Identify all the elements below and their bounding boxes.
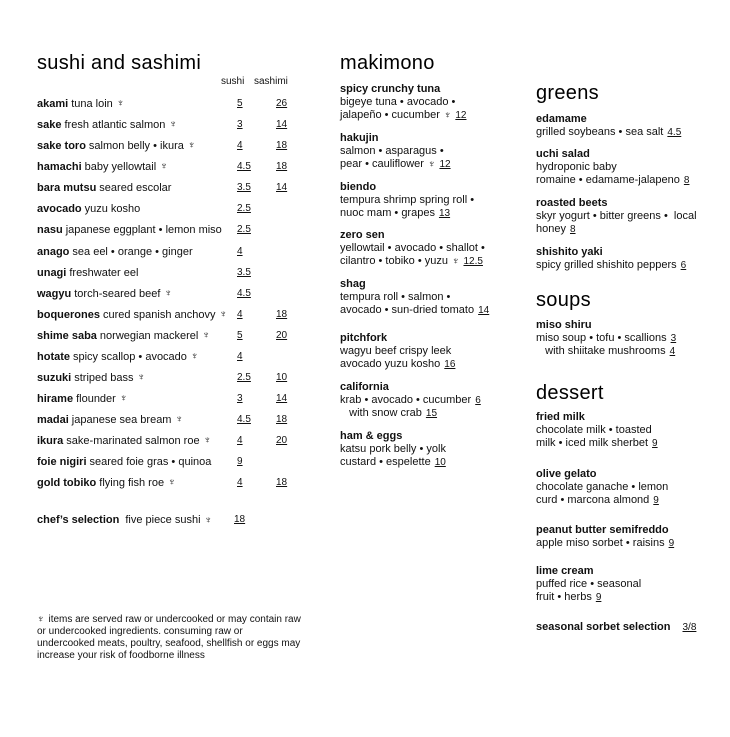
raw-icon: ♆ [427, 159, 436, 170]
item-name: uchi salad [536, 148, 590, 160]
item-desc-line [536, 424, 658, 437]
item-desc: fresh atlantic salmon [64, 119, 166, 132]
sushi-price: 4 [237, 350, 243, 362]
item-desc-line [536, 210, 697, 223]
sushi-item-row [37, 139, 299, 153]
soups-section-title: soups [536, 289, 591, 311]
sushi-price: 3 [237, 119, 243, 131]
item-name: olive gelato [536, 468, 597, 480]
item-desc: with snow crab [340, 407, 422, 419]
sushi-item-row [37, 287, 299, 301]
item-name: zero sen [340, 229, 385, 241]
sushi-price: 5 [237, 98, 243, 109]
item-desc-line [536, 259, 686, 272]
item-price-alt: 4 [669, 346, 676, 357]
item-desc-line [340, 109, 466, 122]
item-desc: jalapeño • cucumber [340, 109, 440, 121]
item-name: roasted beets [536, 197, 608, 209]
sushi-item-row [37, 181, 299, 195]
item-name: boquerones [37, 308, 100, 321]
item-price: 3/8 [682, 622, 697, 633]
item-price: 14 [478, 305, 490, 316]
sashimi-price: 20 [276, 329, 288, 341]
raw-icon: ♆ [164, 287, 172, 299]
item-desc: avocado • sun-dried tomato [340, 304, 475, 316]
item-name: hakujin [340, 132, 379, 144]
item-name: wagyu [37, 287, 72, 300]
dessert-section-title: dessert [536, 382, 604, 404]
item-desc: spicy grilled shishito peppers [536, 259, 677, 271]
item-desc: curd • marcona almond [536, 494, 650, 506]
item-name: seasonal sorbet selection [536, 621, 671, 633]
menu-item [536, 319, 676, 358]
item-desc: honey [536, 223, 566, 235]
item-desc: striped bass [74, 372, 134, 385]
item-desc-line [340, 304, 489, 317]
item-desc: grilled soybeans • sea salt [536, 126, 664, 138]
menu-item [340, 181, 474, 220]
item-name: akami [37, 98, 69, 110]
item-name: nasu [37, 224, 63, 237]
item-desc: spicy scallop • avocado [73, 350, 187, 363]
sushi-price: 4 [237, 245, 243, 257]
sashimi-price: 14 [276, 393, 288, 405]
item-desc: skyr yogurt • bitter greens • local [536, 210, 697, 222]
item-price: 4.5 [667, 127, 682, 138]
item-name: pitchfork [340, 332, 388, 344]
item-price: 6 [680, 260, 687, 271]
sashimi-price: 18 [276, 140, 288, 152]
sushi-item-row [37, 455, 299, 469]
item-desc: sake-marinated salmon roe [66, 435, 200, 448]
item-desc-line [340, 456, 446, 469]
footnote-text: items are served raw or undercooked or may contain raw or undercooked ingredients. consuming raw or undercooked meats, poultry, seafood, shellfish or eggs may increase your risk of foodborne illness [37, 614, 301, 661]
sushi-price: 4 [237, 308, 243, 320]
sushi-price: 3.5 [237, 182, 251, 194]
item-name: lime cream [536, 565, 594, 577]
item-desc: sea eel • orange • ginger [72, 245, 193, 258]
item-desc-line [340, 145, 451, 158]
sushi-item-row [37, 476, 299, 490]
item-name: madai [37, 414, 69, 427]
item-desc: salmon • asparagus • [340, 145, 444, 157]
item-price: 16 [444, 359, 456, 370]
sushi-item-row [37, 413, 299, 427]
item-desc: baby yellowtail [84, 161, 157, 174]
item-desc-line [340, 194, 474, 207]
item-desc-line [340, 96, 466, 109]
raw-icon: ♆ [187, 140, 196, 152]
menu-item [536, 468, 668, 507]
raw-icon: ♆ [168, 477, 176, 489]
item-name: gold tobiko [37, 477, 97, 490]
item-name: peanut butter semifreddo [536, 524, 669, 536]
item-desc-line [340, 255, 485, 268]
sashimi-price: 10 [276, 372, 288, 384]
item-price: 12 [439, 159, 451, 170]
item-desc: krab • avocado • cucumber [340, 394, 472, 406]
sashimi-price: 14 [276, 182, 288, 194]
sushi-price: 4.5 [237, 161, 251, 173]
item-desc: salmon belly • ikura [88, 140, 184, 153]
item-desc: yellowtail • avocado • shallot • [340, 242, 485, 254]
item-price: 12 [455, 110, 467, 121]
sushi-price-header: sushi [221, 76, 245, 87]
item-name: shag [340, 278, 366, 290]
sashimi-price: 20 [276, 435, 288, 447]
chef-selection [37, 514, 246, 526]
sushi-item-row [37, 371, 299, 385]
menu-item [340, 430, 446, 469]
item-desc: fruit • herbs [536, 591, 592, 603]
raw-icon: ♆ [119, 393, 128, 405]
menu-item [536, 197, 697, 236]
item-desc: wagyu beef crispy leek [340, 345, 452, 357]
sushi-price: 2.5 [237, 224, 251, 236]
sushi-item-row [37, 223, 299, 237]
item-desc: tempura shrimp spring roll • [340, 194, 475, 206]
item-name: california [340, 381, 389, 393]
sushi-item-row [37, 202, 299, 216]
item-price-alt: 15 [425, 408, 438, 419]
item-name: suzuki [37, 372, 72, 385]
item-desc: cured spanish anchovy [102, 308, 216, 321]
sushi-price: 4 [237, 435, 243, 447]
menu-item [340, 332, 455, 371]
sushi-item-row [37, 118, 299, 132]
item-price: 3 [670, 333, 677, 344]
item-desc: freshwater eel [69, 266, 139, 279]
item-desc: tuna loin [71, 98, 113, 110]
menu-item [340, 381, 481, 420]
item-desc: yuzu kosho [84, 203, 141, 216]
raw-icon: ♆ [219, 308, 227, 320]
raw-icon: ♆ [116, 98, 125, 109]
item-name: bara mutsu [37, 182, 97, 195]
menu-item [536, 621, 696, 634]
item-name: edamame [536, 113, 587, 125]
item-name: shishito yaki [536, 246, 603, 258]
sushi-price: 2.5 [237, 203, 251, 215]
sushi-item-row [37, 308, 299, 322]
sashimi-price: 18 [276, 161, 288, 173]
sashimi-price: 18 [276, 477, 288, 489]
chef-selection-name: chef’s selection [37, 514, 120, 526]
item-desc: apple miso sorbet • raisins [536, 537, 665, 549]
item-price: 9 [652, 438, 658, 449]
item-desc: puffed rice • seasonal [536, 578, 642, 590]
raw-icon: ♆ [443, 110, 452, 121]
item-price: 12.5 [463, 256, 483, 267]
item-desc-line [536, 591, 641, 604]
item-desc: torch-seared beef [74, 287, 161, 300]
item-desc: avocado yuzu kosho [340, 358, 441, 370]
item-desc-line [340, 358, 455, 371]
raw-icon: ♆ [137, 372, 146, 384]
sushi-price: 5 [237, 329, 243, 341]
sushi-section-title: sushi and sashimi [37, 52, 202, 74]
item-desc-line [536, 332, 676, 345]
item-desc-line [536, 537, 674, 550]
item-price: 8 [683, 175, 690, 186]
sushi-item-row [37, 392, 299, 406]
sushi-item-row [37, 350, 299, 364]
sushi-price: 9 [237, 456, 243, 468]
item-price: 9 [668, 538, 675, 549]
item-price: 6 [475, 395, 481, 406]
raw-food-footnote [37, 614, 302, 662]
chef-selection-price: 18 [234, 514, 246, 525]
item-desc-line [340, 345, 455, 358]
item-desc: chocolate milk • toasted [536, 424, 652, 436]
item-name: spicy crunchy tuna [340, 83, 441, 95]
item-price: 13 [438, 208, 451, 219]
item-desc-line [340, 158, 451, 171]
sashimi-price: 18 [276, 308, 288, 320]
item-desc-line [536, 578, 641, 591]
item-name: hotate [37, 350, 70, 363]
raw-icon: ♆ [204, 515, 213, 526]
item-desc: seared foie gras • quinoa [89, 456, 212, 469]
menu-item [536, 524, 674, 550]
raw-icon: ♆ [37, 614, 45, 625]
menu-item [536, 565, 641, 604]
item-name: sake toro [37, 140, 86, 153]
raw-icon: ♆ [160, 161, 168, 173]
menu-item [340, 278, 489, 317]
item-name: unagi [37, 266, 67, 279]
item-desc: with shiitake mushrooms [536, 345, 666, 357]
item-desc-line [340, 242, 485, 255]
sushi-price: 4.5 [237, 287, 251, 299]
item-name: ham & eggs [340, 430, 403, 442]
item-desc-line [536, 345, 676, 358]
item-desc: flounder [76, 393, 116, 406]
raw-icon: ♆ [190, 350, 199, 362]
item-desc: bigeye tuna • avocado • [340, 96, 456, 108]
makimono-section-title: makimono [340, 52, 435, 74]
sushi-price: 3 [237, 393, 243, 405]
item-name: miso shiru [536, 319, 592, 331]
item-price: 9 [595, 592, 602, 603]
item-name: avocado [37, 203, 82, 216]
sushi-item-row [37, 245, 299, 259]
item-desc: cilantro • tobiko • yuzu [340, 255, 448, 267]
item-name: sake [37, 119, 62, 132]
item-name: hirame [37, 393, 74, 406]
menu-item [536, 411, 658, 450]
item-desc: katsu pork belly • yolk [340, 443, 446, 455]
item-desc-line [536, 437, 658, 450]
item-price: 9 [653, 495, 659, 506]
menu-item [340, 83, 466, 122]
item-desc-line [340, 443, 446, 456]
menu-item [536, 113, 681, 139]
sashimi-price: 26 [276, 98, 288, 109]
item-desc-line [340, 291, 489, 304]
sushi-price: 4 [237, 140, 243, 152]
item-desc-line [340, 207, 474, 220]
item-name: foie nigiri [37, 456, 87, 469]
item-name: biendo [340, 181, 377, 193]
menu-item [536, 246, 686, 272]
item-desc: seared escolar [99, 182, 172, 195]
item-desc: nuoc mam • grapes [340, 207, 435, 219]
raw-icon: ♆ [202, 329, 210, 341]
chef-selection-desc: five piece sushi [125, 514, 201, 526]
sashimi-price: 14 [276, 119, 288, 131]
raw-icon: ♆ [451, 256, 460, 267]
item-desc: norwegian mackerel [99, 329, 199, 342]
item-desc-line [536, 174, 689, 187]
sashimi-price-header: sashimi [254, 76, 288, 87]
item-desc: miso soup • tofu • scallions [536, 332, 667, 344]
raw-icon: ♆ [203, 435, 212, 447]
raw-icon: ♆ [175, 414, 183, 426]
item-name: shime saba [37, 329, 97, 342]
item-name: anago [37, 245, 70, 258]
item-desc-line [536, 126, 681, 139]
sushi-price: 3.5 [237, 266, 251, 278]
item-desc: milk • iced milk sherbet [536, 437, 649, 449]
item-name: hamachi [37, 161, 82, 174]
item-desc: chocolate ganache • lemon [536, 481, 669, 493]
item-price: 8 [569, 224, 576, 235]
item-desc-line [340, 394, 481, 407]
sashimi-price: 18 [276, 414, 288, 426]
item-desc-line [536, 481, 668, 494]
item-desc-line [536, 494, 668, 507]
raw-icon: ♆ [169, 119, 177, 131]
item-name: ikura [37, 435, 64, 448]
item-desc: romaine • edamame-jalapeno [536, 174, 680, 186]
sushi-item-row [37, 329, 299, 343]
greens-section-title: greens [536, 82, 599, 104]
item-desc-line [340, 407, 481, 420]
sushi-price: 2.5 [237, 372, 251, 384]
sushi-price: 4 [237, 477, 243, 489]
item-desc: tempura roll • salmon • [340, 291, 451, 303]
menu-item [340, 132, 451, 171]
sushi-item-row [37, 434, 299, 448]
sushi-item-row [37, 266, 299, 280]
menu-item [536, 148, 689, 187]
item-price: 10 [434, 457, 446, 468]
item-desc: pear • cauliflower [340, 158, 424, 170]
menu-item [340, 229, 485, 268]
item-desc: japanese sea bream [71, 414, 172, 427]
item-desc-line [536, 223, 697, 236]
item-desc: hydroponic baby [536, 161, 617, 173]
item-desc: japanese eggplant • lemon miso [65, 224, 222, 237]
item-desc-line [536, 161, 689, 174]
item-desc: custard • espelette [340, 456, 431, 468]
sushi-item-row [37, 160, 299, 174]
item-desc: flying fish roe [99, 477, 165, 490]
sushi-price: 4.5 [237, 414, 251, 426]
item-name: fried milk [536, 411, 585, 423]
sushi-item-row [37, 97, 299, 111]
